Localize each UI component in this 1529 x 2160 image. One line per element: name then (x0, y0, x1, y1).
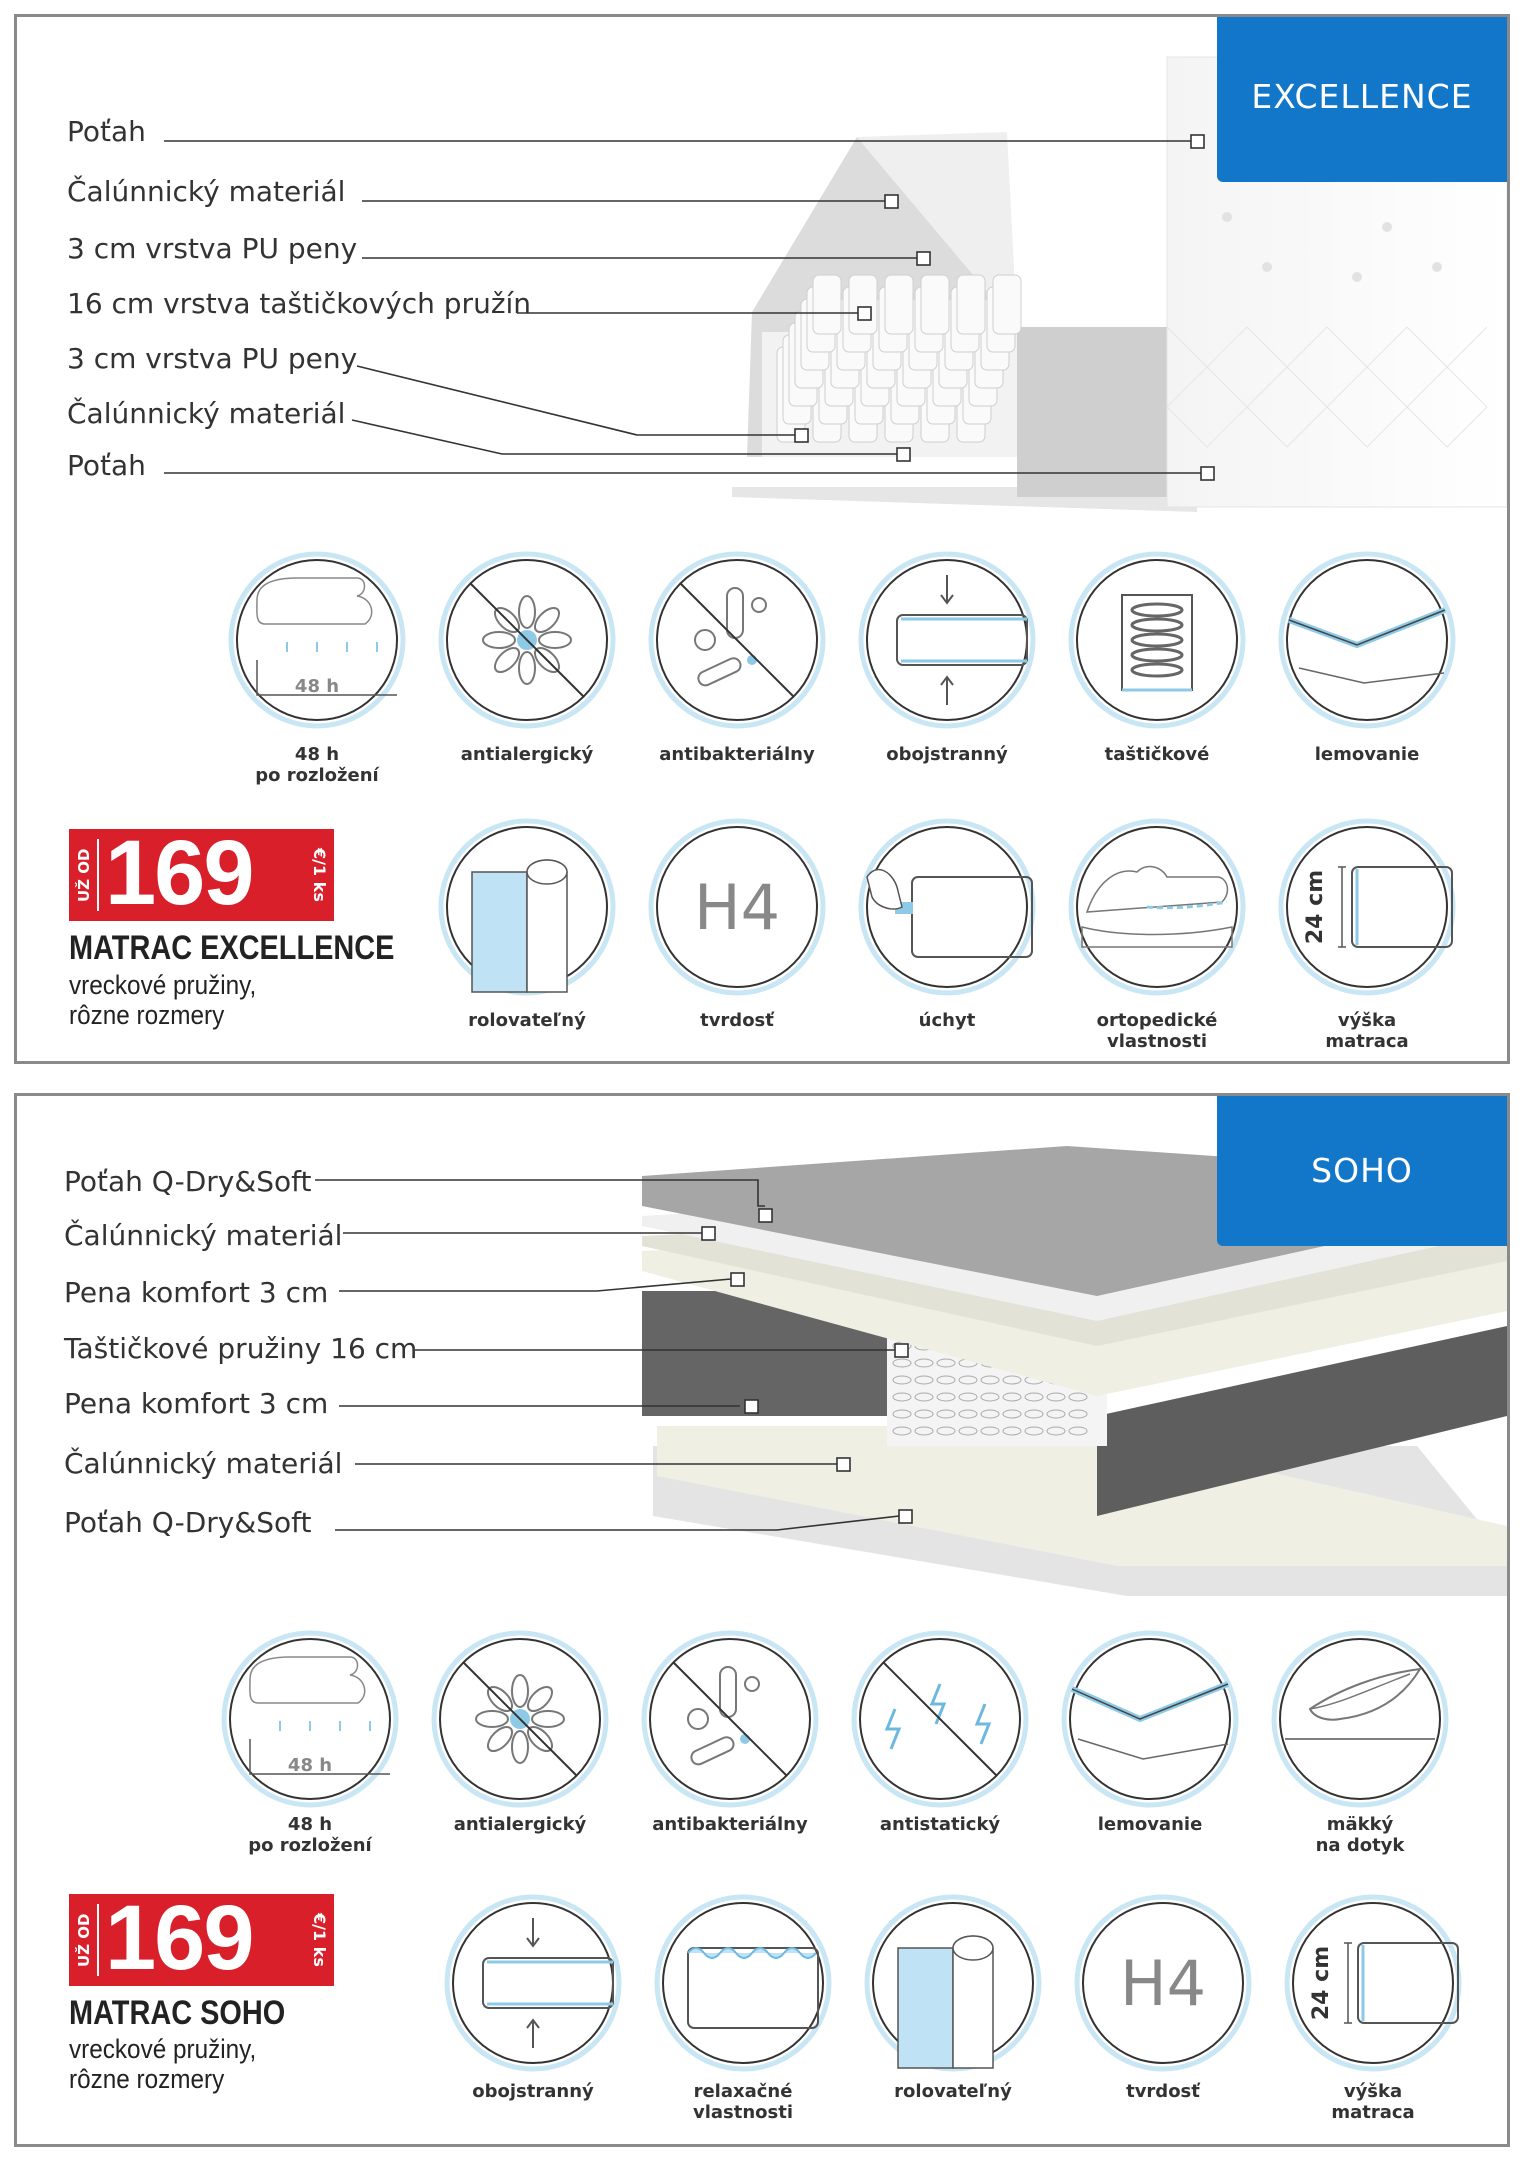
layer-label: 16 cm vrstva taštičkových pružín (67, 287, 532, 320)
caption-text: úchyt (918, 1010, 976, 1031)
feature-caption (438, 2081, 628, 2102)
firmness-h4-icon (647, 817, 827, 997)
product-badge: SOHO (1217, 1096, 1507, 1246)
spring-coil (993, 275, 1021, 334)
price-divider (97, 1904, 99, 1976)
layer-label: Poťah Q-Dry&Soft (64, 1165, 312, 1198)
feature-caption (642, 744, 832, 765)
product-subtitle: vreckové pružiny, (69, 2034, 257, 2064)
spring-coil (813, 275, 841, 334)
caption-text: obojstranný (886, 744, 1008, 765)
caption-text: ortopedické vlastnosti (1096, 1010, 1218, 1052)
caption-text: rolovateľný (468, 1010, 586, 1031)
caption-text: relaxačné vlastnosti (692, 2081, 794, 2123)
caption-text: antialergický (460, 744, 594, 765)
pillow-48h-icon (227, 550, 407, 730)
pocket-spring-icon (1067, 550, 1247, 730)
handle-icon (857, 817, 1037, 997)
caption-text: výška matraca (1325, 1010, 1409, 1052)
price-from: UŽ OD (75, 848, 93, 902)
layer-label: Poťah Q-Dry&Soft (64, 1506, 312, 1539)
feature-caption (215, 1814, 405, 1856)
caption-text: lemovanie (1097, 1814, 1203, 1835)
feature-caption (1272, 1010, 1462, 1052)
layer-label: Čalúnnický materiál (64, 1447, 343, 1480)
orthopedic-icon (1067, 817, 1247, 997)
spring-coil (885, 275, 913, 334)
price-from: UŽ OD (75, 1913, 93, 1967)
caption-text: tvrdosť (1126, 2081, 1200, 2102)
caption-text: výška matraca (1331, 2081, 1415, 2123)
feature-caption (1278, 2081, 1468, 2123)
antiallergic-flower-icon (437, 550, 617, 730)
caption-text: lemovanie (1314, 744, 1420, 765)
relax-wave-icon (653, 1893, 833, 2073)
antiallergic-flower-icon (430, 1629, 610, 1809)
soho-panel (14, 1093, 1510, 2147)
antibacterial-icon (640, 1629, 820, 1809)
product-subtitle: rôzne rozmery (69, 2064, 225, 2094)
icon-inner-text: 48 h (294, 676, 340, 697)
roll-icon (437, 817, 617, 997)
spring-coil (849, 275, 877, 334)
icon-inner-text: H4 (693, 871, 781, 944)
pillow-48h-icon (220, 1629, 400, 1809)
feature-caption (635, 1814, 825, 1835)
product-subtitle: rôzne rozmery (69, 1000, 225, 1030)
layer-label: Čalúnnický materiál (64, 1219, 343, 1252)
double-sided-icon (857, 550, 1037, 730)
layer-label: Čalúnnický materiál (67, 175, 346, 208)
feature-caption (432, 744, 622, 765)
height-24cm-icon (1283, 1893, 1463, 2073)
caption-text: antialergický (453, 1814, 587, 1835)
product-name: MATRAC EXCELLENCE (69, 929, 395, 967)
icon-inner-text: 48 h (287, 1755, 333, 1776)
caption-text: antibakteriálny (652, 1814, 808, 1835)
feature-caption (1055, 1814, 1245, 1835)
firmness-h4-icon (1073, 1893, 1253, 2073)
feature-caption (1272, 744, 1462, 765)
price-value: 169 (105, 822, 253, 924)
spring-coil (957, 275, 985, 334)
excellence-panel (14, 14, 1510, 1064)
feature-caption (852, 744, 1042, 765)
layer-label: Pena komfort 3 cm (64, 1276, 329, 1309)
soft-feather-icon (1270, 1629, 1450, 1809)
feature-caption (1265, 1814, 1455, 1856)
antibacterial-icon (647, 550, 827, 730)
layer-label: Poťah (67, 115, 146, 148)
layer-label: Pena komfort 3 cm (64, 1387, 329, 1420)
caption-text: taštičkové (1104, 744, 1210, 765)
feature-caption (845, 1814, 1035, 1835)
product-subtitle: vreckové pružiny, (69, 970, 257, 1000)
caption-text: antibakteriálny (659, 744, 815, 765)
price-unit: €/1 ks (310, 1913, 329, 1967)
caption-text: 48 h po rozložení (255, 744, 379, 786)
caption-text: tvrdosť (700, 1010, 774, 1031)
price-value: 169 (105, 1887, 253, 1989)
product-badge: EXCELLENCE (1217, 17, 1507, 182)
layer-label: 3 cm vrstva PU peny (67, 342, 358, 375)
caption-text: obojstranný (472, 2081, 594, 2102)
caption-text: antistatický (879, 1814, 1001, 1835)
product-name: MATRAC SOHO (69, 1994, 286, 2032)
feature-caption (1062, 744, 1252, 765)
piping-edge-icon (1277, 550, 1457, 730)
layer-label: Čalúnnický materiál (67, 397, 346, 430)
layer-label: 3 cm vrstva PU peny (67, 232, 358, 265)
icon-inner-text: H4 (1119, 1947, 1207, 2020)
feature-caption (432, 1010, 622, 1031)
caption-text: 48 h po rozložení (248, 1814, 372, 1856)
price-tag (69, 1887, 334, 1989)
spring-coil (921, 275, 949, 334)
double-sided-icon (443, 1893, 623, 2073)
feature-caption (1068, 2081, 1258, 2102)
piping-edge-icon (1060, 1629, 1240, 1809)
price-tag (69, 822, 334, 924)
antistatic-icon (850, 1629, 1030, 1809)
icon-inner-text: 24 cm (1309, 1945, 1334, 2021)
height-24cm-icon (1277, 817, 1457, 997)
feature-caption (642, 1010, 832, 1031)
caption-text: rolovateľný (894, 2081, 1012, 2102)
layer-label: Taštičkové pružiny 16 cm (64, 1332, 418, 1365)
icon-inner-text: 24 cm (1303, 869, 1328, 945)
caption-text: mäkký na dotyk (1315, 1814, 1405, 1856)
roll-icon (863, 1893, 1043, 2073)
feature-caption (1062, 1010, 1252, 1052)
feature-caption (425, 1814, 615, 1835)
price-divider (97, 839, 99, 911)
feature-caption (648, 2081, 838, 2123)
layer-label: Poťah (67, 449, 146, 482)
feature-caption (858, 2081, 1048, 2102)
feature-caption (852, 1010, 1042, 1031)
feature-caption (222, 744, 412, 786)
price-unit: €/1 ks (310, 848, 329, 902)
